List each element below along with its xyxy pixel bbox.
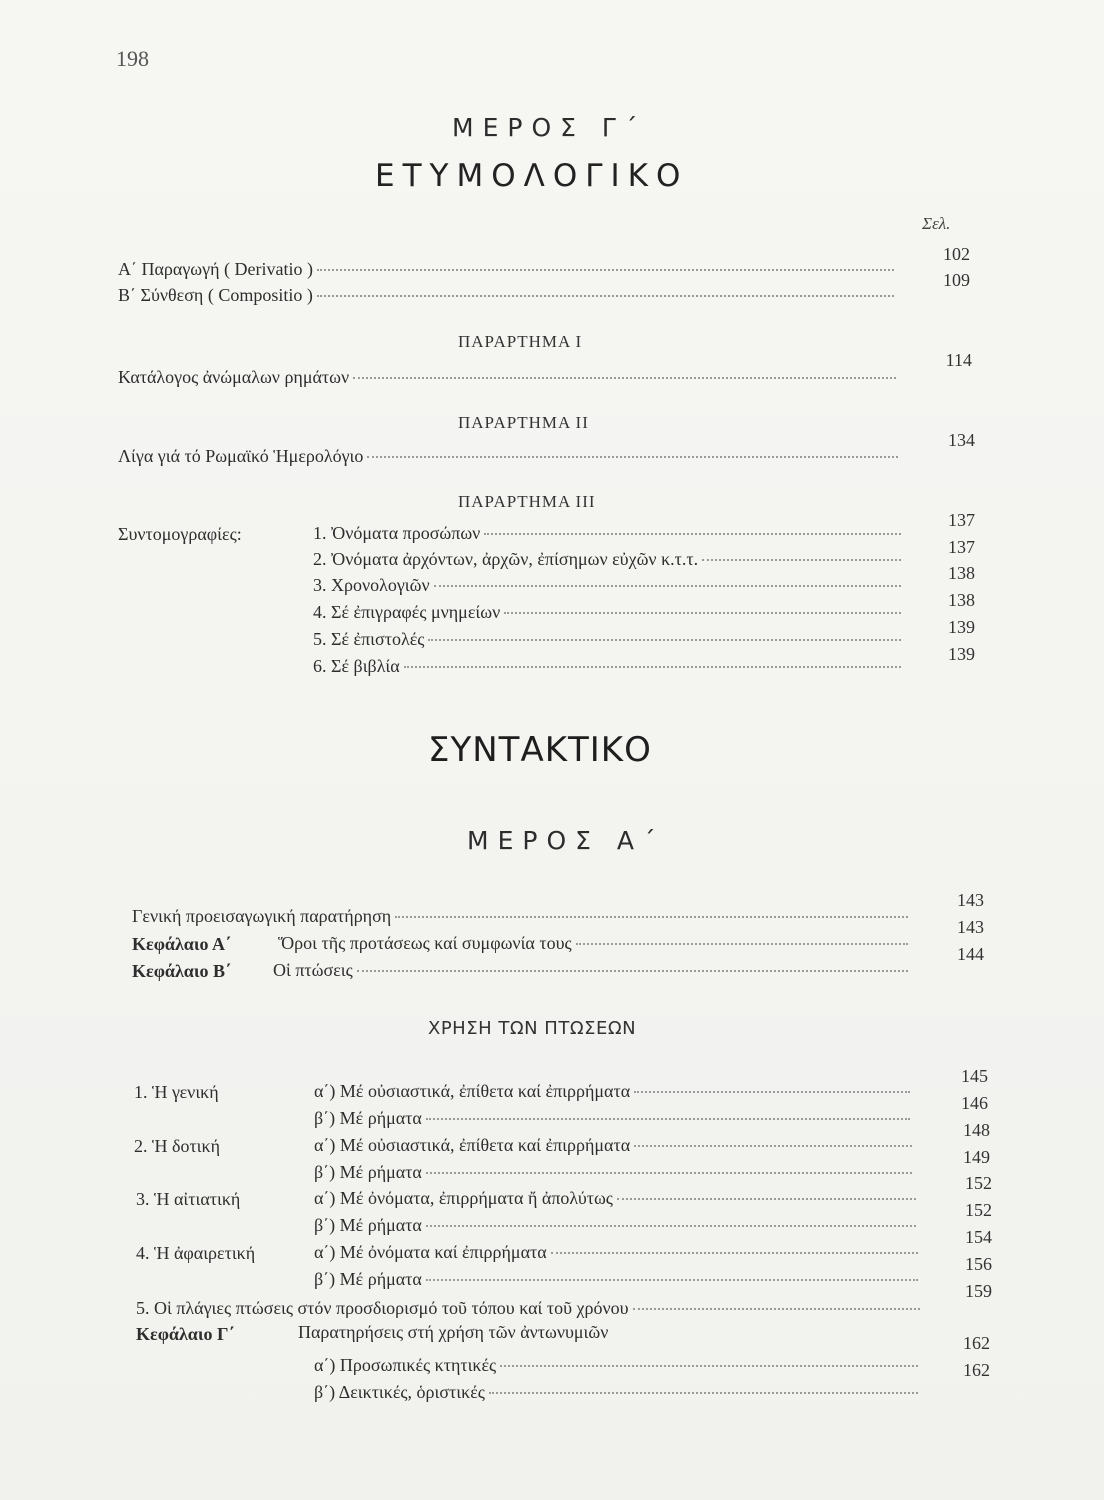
dot-leader (426, 1118, 910, 1120)
toc-entry (314, 1161, 916, 1183)
toc-entry-text: Α΄ Παραγωγή ( Derivatio ) (118, 259, 313, 279)
toc-entry-text: 4. Σέ ἐπιγραφές μνημείων (313, 602, 501, 622)
toc-entry-page: 138 (948, 590, 975, 610)
toc-entry-page: 162 (963, 1360, 990, 1380)
toc-entry (118, 284, 898, 306)
toc-entry-text: 6. Σέ βιβλία (313, 656, 400, 676)
toc-entry-page: 143 (957, 917, 984, 937)
toc-entry (313, 574, 905, 596)
toc-entry (118, 258, 898, 280)
toc-entry (313, 655, 905, 677)
toc-entry-text: Λίγα γιά τό Ρωμαϊκό Ἡμερολόγιο (118, 446, 364, 466)
toc-entry-text: β΄) Μέ ρήματα (314, 1215, 422, 1235)
dot-leader (428, 639, 901, 641)
toc-entry-text: Γενική προεισαγωγική παρατήρηση (132, 906, 392, 926)
toc-entry-page: 152 (965, 1200, 992, 1220)
toc-entry-text: α΄) Μέ οὐσιαστικά, ἐπίθετα καί ἐπιρρήματα (314, 1081, 631, 1101)
toc-entry (118, 366, 900, 388)
toc-entry (314, 1134, 916, 1156)
dot-leader (504, 612, 901, 614)
toc-entry-text: α΄) Μέ ὀνόματα καί ἐπιρρήματα (314, 1242, 547, 1262)
part-title-a: ΜΕΡΟΣ Α΄ (467, 826, 665, 855)
etymology-title: ΕΤΥΜΟΛΟΓΙΚΟ (375, 158, 689, 194)
toc-entry-text: α΄) Μέ οὐσιαστικά, ἐπίθετα καί ἐπιρρήματα (314, 1135, 631, 1155)
toc-entry-page: 109 (943, 270, 970, 290)
toc-entry-page: 134 (948, 430, 975, 450)
toc-entry-text: 1. Ὀνόματα προσώπων (313, 523, 481, 543)
toc-entry-page: 149 (963, 1147, 990, 1167)
dot-leader (426, 1225, 916, 1227)
chapter-c-label: Κεφάλαιο Γ΄ (136, 1324, 235, 1344)
toc-entry-text: 3. Χρονολογιῶν (313, 575, 430, 595)
dot-leader (395, 916, 908, 918)
toc-entry-text: α΄) Μέ ὀνόματα, ἐπιρρήματα ἤ ἀπολύτως (314, 1188, 613, 1208)
toc-entry (314, 1241, 922, 1263)
toc-entry (314, 1080, 914, 1102)
toc-entry-page: 137 (948, 510, 975, 530)
chapter-c-title: Παρατηρήσεις στή χρήση τῶν ἀντωνυμιῶν (298, 1322, 609, 1342)
toc-entry-text: β΄) Μέ ρήματα (314, 1162, 422, 1182)
dot-leader (500, 1365, 918, 1367)
abbreviations-label: Συντομογραφίες: (118, 524, 242, 544)
toc-entry-text: Ὅροι τῆς προτάσεως καί συμφωνία τους (278, 933, 572, 953)
appendix-1-title: ΠΑΡΑΡΤΗΜΑ Ι (458, 332, 583, 351)
case-label: 1. Ἡ γενική (134, 1082, 219, 1102)
dot-leader (617, 1198, 916, 1200)
toc-entry-page: 162 (963, 1333, 990, 1353)
toc-entry-page: 148 (963, 1120, 990, 1140)
toc-entry-page: 159 (965, 1281, 992, 1301)
toc-entry-page: 146 (961, 1093, 988, 1113)
toc-entry-page: 143 (957, 890, 984, 910)
toc-entry-text: β΄) Μέ ρήματα (314, 1108, 422, 1128)
toc-entry-page: 145 (961, 1066, 988, 1086)
toc-entry (278, 932, 912, 954)
appendix-3-title: ΠΑΡΑΡΤΗΜΑ ΙΙΙ (458, 492, 596, 511)
dot-leader (353, 377, 896, 379)
toc-entry (314, 1381, 922, 1403)
toc-entry (313, 628, 905, 650)
toc-entry-text: Οἱ πτώσεις (273, 960, 353, 980)
toc-entry-page: 137 (948, 537, 975, 557)
chapter-b-label: Κεφάλαιο Β΄ (132, 961, 231, 981)
toc-entry-page: 144 (957, 944, 984, 964)
dot-leader (634, 1091, 910, 1093)
toc-entry-page: 138 (948, 563, 975, 583)
dot-leader (426, 1172, 912, 1174)
case-label: 3. Ἡ αἰτιατική (136, 1189, 241, 1209)
toc-entry-text: β΄) Δεικτικές, ὁριστικές (314, 1382, 485, 1402)
part-title-c: ΜΕΡΟΣ Γ΄ (452, 113, 647, 142)
toc-entry-page: 156 (965, 1254, 992, 1274)
dot-leader (367, 456, 898, 458)
toc-entry (314, 1187, 920, 1209)
toc-entry-text: Κατάλογος ἀνώμαλων ρημάτων (118, 367, 350, 387)
cases-heading: ΧΡΗΣΗ ΤΩΝ ΠΤΩΣΕΩΝ (428, 1018, 637, 1039)
dot-leader (317, 269, 894, 271)
dot-leader (404, 666, 901, 668)
toc-entry (118, 445, 902, 467)
toc-entry-text: 5. Οἱ πλάγιες πτώσεις στόν προσδιορισμό τοῦ τόπου καί τοῦ χρόνου (136, 1298, 629, 1318)
dot-leader (434, 585, 901, 587)
toc-entry-page: 139 (948, 644, 975, 664)
case-label: 4. Ἡ ἀφαιρετική (136, 1243, 256, 1263)
dot-leader (317, 295, 894, 297)
toc-entry (314, 1354, 922, 1376)
toc-entry-text: α΄) Προσωπικές κτητικές (314, 1355, 497, 1375)
toc-entry-page: 102 (943, 244, 970, 264)
toc-entry (313, 522, 905, 544)
toc-entry (313, 548, 905, 570)
dot-leader (576, 943, 908, 945)
toc-entry-text: 2. Ὀνόματα ἀρχόντων, ἀρχῶν, ἐπίσημων εὐχῶν κ.τ.τ. (313, 549, 699, 569)
toc-entry-text: Β΄ Σύνθεση ( Compositio ) (118, 285, 313, 305)
dot-leader (702, 559, 901, 561)
syntax-title: ΣΥΝΤΑΚΤΙΚΟ (428, 730, 652, 770)
case-label: 2. Ἡ δοτική (134, 1136, 221, 1156)
toc-entry-page: 152 (965, 1173, 992, 1193)
dot-leader (357, 970, 908, 972)
dot-leader (634, 1145, 912, 1147)
toc-entry (273, 959, 912, 981)
dot-leader (426, 1279, 918, 1281)
toc-entry-text: 5. Σέ ἐπιστολές (313, 629, 425, 649)
toc-entry (314, 1107, 914, 1129)
dot-leader (551, 1252, 918, 1254)
chapter-a-label: Κεφάλαιο Α΄ (132, 934, 231, 954)
toc-entry (314, 1214, 920, 1236)
toc-entry-page: 139 (948, 617, 975, 637)
toc-entry (314, 1268, 922, 1290)
toc-entry-page: 114 (945, 350, 972, 370)
toc-entry (132, 905, 912, 927)
page-column-label: Σελ. (922, 214, 951, 233)
toc-entry-text: β΄) Μέ ρήματα (314, 1269, 422, 1289)
dot-leader (489, 1392, 918, 1394)
appendix-2-title: ΠΑΡΑΡΤΗΜΑ ΙΙ (458, 413, 589, 432)
toc-entry (313, 601, 905, 623)
page-number: 198 (116, 46, 149, 71)
dot-leader (484, 533, 901, 535)
toc-entry-page: 154 (965, 1227, 992, 1247)
dot-leader (633, 1308, 920, 1310)
toc-entry (136, 1297, 924, 1319)
